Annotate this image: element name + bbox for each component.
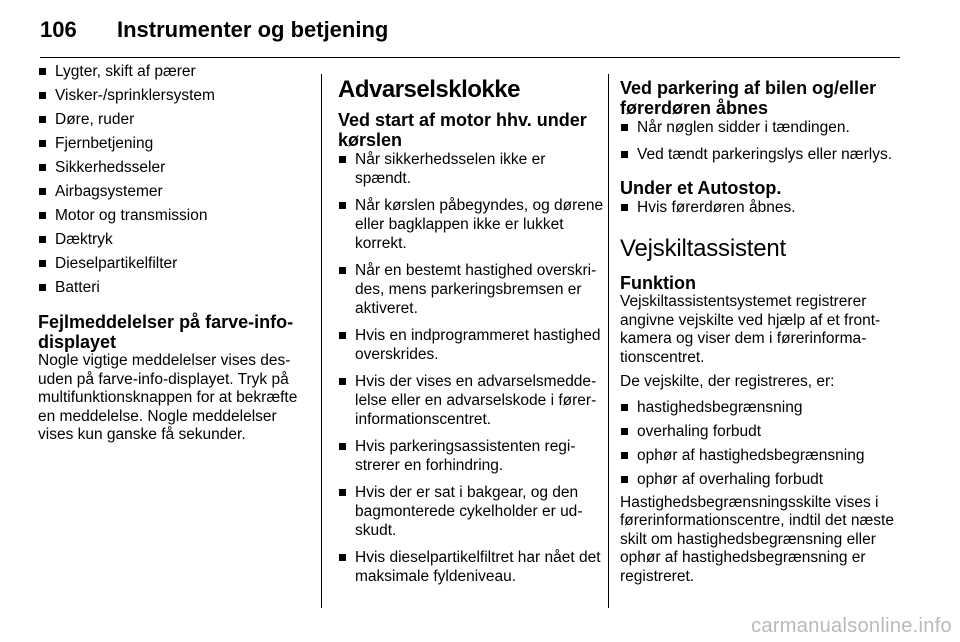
list-item: Dæktryk: [38, 230, 308, 249]
list-item: Hvis der er sat i bakgear, og den bagmonterede cykelholder er udskudt.: [338, 483, 604, 540]
subheading-autostop: Under et Autostop.: [620, 178, 782, 198]
column-middle: [338, 76, 604, 594]
column-divider-1: [321, 74, 322, 608]
list-item: Airbagsystemer: [38, 182, 308, 201]
function-text: Vejskiltassistentsystemet registrerer angivne vejskilte ved hjælp af et frontkamera og viser dem i førerinformationscentret.: [620, 293, 881, 366]
list-item: Visker-/sprinklersystem: [38, 86, 308, 105]
list-item: Når kørslen påbegyndes, og dørene eller bagklappen ikke er lukket korrekt.: [338, 196, 604, 253]
signs-intro: De vejskilte, der registreres, er:: [620, 373, 835, 390]
section-heading-vejskiltassistent: Vejskiltassistent: [620, 235, 787, 262]
closing-text: Hastighedsbegrænsningsskilte vises i førerinformationscentre, indtil det næste skilt om hastighedsbegrænsning eller ophør af hastighedsbegrænsning er registreret.: [620, 493, 894, 585]
page-header: [40, 17, 920, 57]
list-item: Ved tændt parkeringslys eller nærlys.: [620, 145, 905, 164]
list-item: Når sikkerhedsselen ikke er spændt.: [338, 150, 604, 188]
list-item: Sikkerhedsseler: [38, 158, 308, 177]
list-item: Motor og transmission: [38, 206, 308, 225]
section-heading-advarselsklokke: Advarselsklokke: [338, 76, 520, 103]
list-item: Hvis der vises en advarselsmeddelelse eller en advarselskode i førerinformationscentret.: [338, 372, 604, 429]
topic-list: [38, 62, 308, 297]
subheading-funktion: Funktion: [620, 273, 696, 293]
list-item: Fjernbetjening: [38, 134, 308, 153]
list-item: ophør af overhaling forbudt: [620, 470, 905, 489]
parking-list: [620, 118, 905, 164]
list-item: ophør af hastighedsbegrænsning: [620, 446, 905, 465]
signs-list: [620, 398, 905, 489]
watermark: carmanualsonline.info: [751, 615, 952, 637]
list-item: Hvis en indprogrammeret hastighed overskrides.: [338, 326, 604, 364]
list-item: Hvis dieselpartikelfiltret har nået det maksimale fyldeniveau.: [338, 548, 604, 586]
list-item: Lygter, skift af pærer: [38, 62, 308, 81]
section-heading-fejlmeddelelser: Fejlmeddelelser på farve-info-displayet: [38, 312, 294, 352]
column-divider-2: [608, 74, 609, 608]
warning-list: [338, 150, 604, 586]
page-number: 106: [40, 17, 77, 42]
autostop-list: [620, 198, 905, 217]
list-item: Hvis parkeringsassistenten registrerer en forhindring.: [338, 437, 604, 475]
page-title: Instrumenter og betjening: [117, 17, 389, 42]
header-divider: [40, 57, 900, 58]
column-right: [620, 78, 905, 586]
list-item: Når en bestemt hastighed overskrides, mens parkeringsbremsen er aktiveret.: [338, 261, 604, 318]
list-item: Dieselpartikelfilter: [38, 254, 308, 273]
subheading-motor-start: Ved start af motor hhv. under kørslen: [338, 110, 587, 150]
list-item: Hvis førerdøren åbnes.: [620, 198, 905, 217]
column-left: [38, 62, 308, 445]
subheading-parkering: Ved parkering af bilen og/eller førerdøren åbnes: [620, 78, 877, 118]
list-item: Når nøglen sidder i tændingen.: [620, 118, 905, 137]
section-text-fejlmeddelelser: Nogle vigtige meddelelser vises desuden på farve-info-displayet. Tryk på multifunktionsknappen for at bekræfte en meddelelse. Nogle meddelelser vises kun ganske få sekunder.: [38, 352, 298, 443]
list-item: Batteri: [38, 278, 308, 297]
list-item: overhaling forbudt: [620, 422, 905, 441]
list-item: hastighedsbegrænsning: [620, 398, 905, 417]
list-item: Døre, ruder: [38, 110, 308, 129]
